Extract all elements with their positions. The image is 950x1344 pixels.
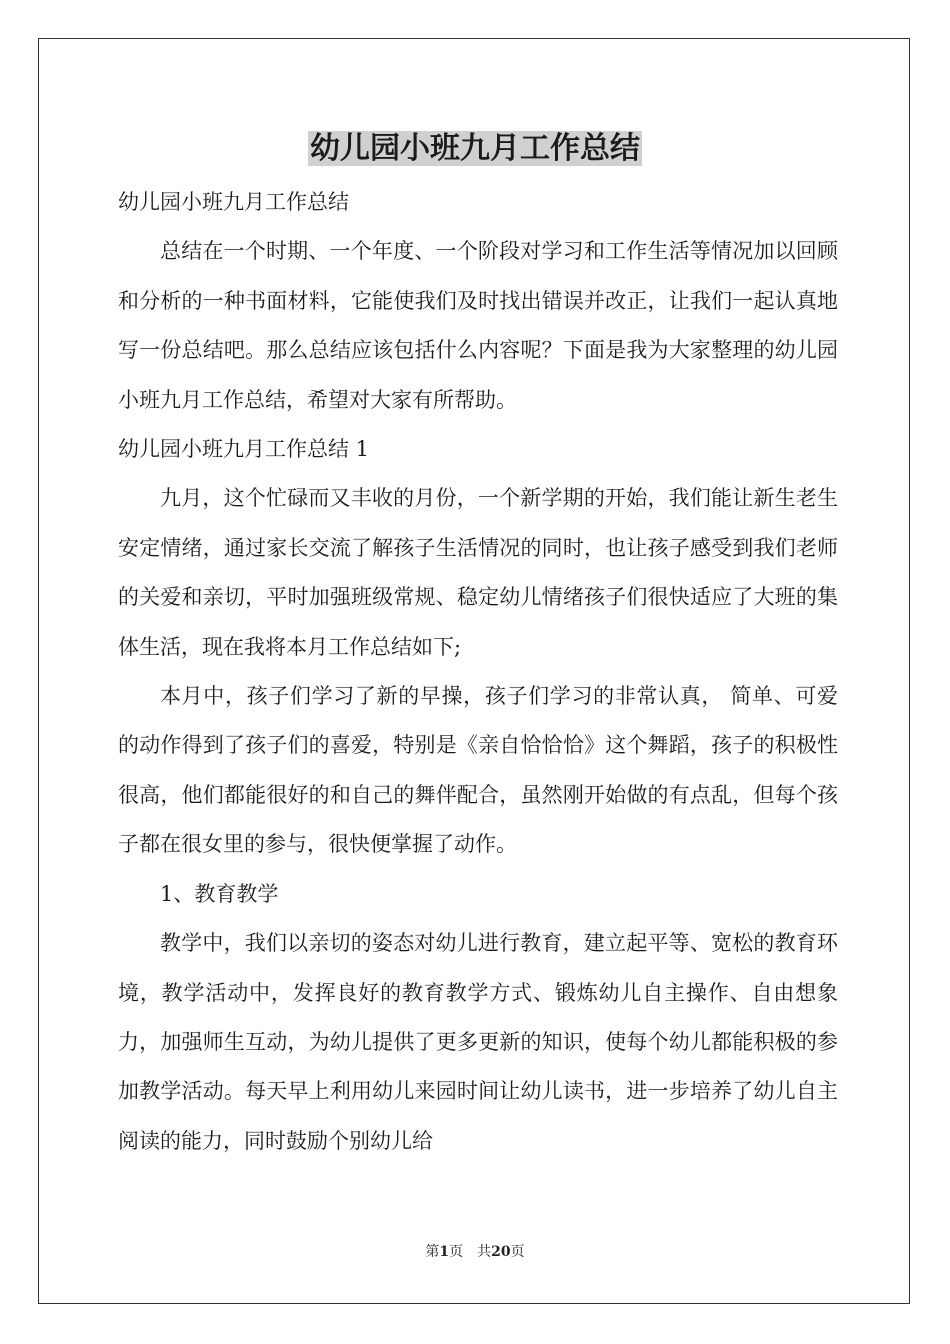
document-title	[0, 128, 950, 170]
subtitle-paragraph: 幼儿园小班九月工作总结	[118, 190, 349, 214]
subsection-heading: 1、教育教学	[160, 881, 279, 906]
page-prefix: 第	[425, 1244, 440, 1260]
body-paragraph: 教学中，我们以亲切的姿态对幼儿进行教育，建立起平等、宽松的教育环境，教学活动中，发挥良好的教育教学方式、锻炼幼儿自主操作、自由想象力，加强师生互动，为幼儿提供了更多更新的知识，使每个幼儿都能积极的参加教学活动。每天早上利用幼儿来园时间让幼儿读书，进一步培养了幼儿自主阅读的能力，同时鼓励个别幼儿给	[118, 931, 838, 1153]
total-suffix: 页	[510, 1244, 525, 1260]
document-title-text: 幼儿园小班九月工作总结	[310, 131, 640, 166]
body-paragraph: 九月，这个忙碌而又丰收的月份，一个新学期的开始，我们能让新生老生安定情绪，通过家长交流了解孩子生活情况的同时，也让孩子感受到我们老师的关爱和亲切，平时加强班级常规、稳定幼儿情绪孩子们很快适应了大班的集体生活，现在我将本月工作总结如下;	[118, 486, 838, 659]
total-pages: 20	[491, 1244, 511, 1260]
body-paragraph: 本月中，孩子们学习了新的早操，孩子们学习的非常认真， 简单、可爱的动作得到了孩子们的喜爱，特别是《亲自恰恰恰》这个舞蹈，孩子的积极性很高，他们都能很好的和自己的舞伴配合，虽然刚开始做的有点乱，但每个孩子都在很女里的参与，很快便掌握了动作。	[118, 684, 838, 857]
page-number: 1	[439, 1244, 450, 1260]
intro-paragraph: 总结在一个时期、一个年度、一个阶段对学习和工作生活等情况加以回顾和分析的一种书面材料，它能使我们及时找出错误并改正，让我们一起认真地写一份总结吧。那么总结应该包括什么内容呢？下面是我为大家整理的幼儿园小班九月工作总结，希望对大家有所帮助。	[118, 239, 838, 412]
total-prefix: 共	[477, 1244, 492, 1260]
page-suffix: 页	[449, 1244, 464, 1260]
document-body	[118, 178, 838, 1166]
section-heading: 幼儿园小班九月工作总结 1	[118, 437, 370, 462]
page-footer	[0, 1242, 950, 1262]
